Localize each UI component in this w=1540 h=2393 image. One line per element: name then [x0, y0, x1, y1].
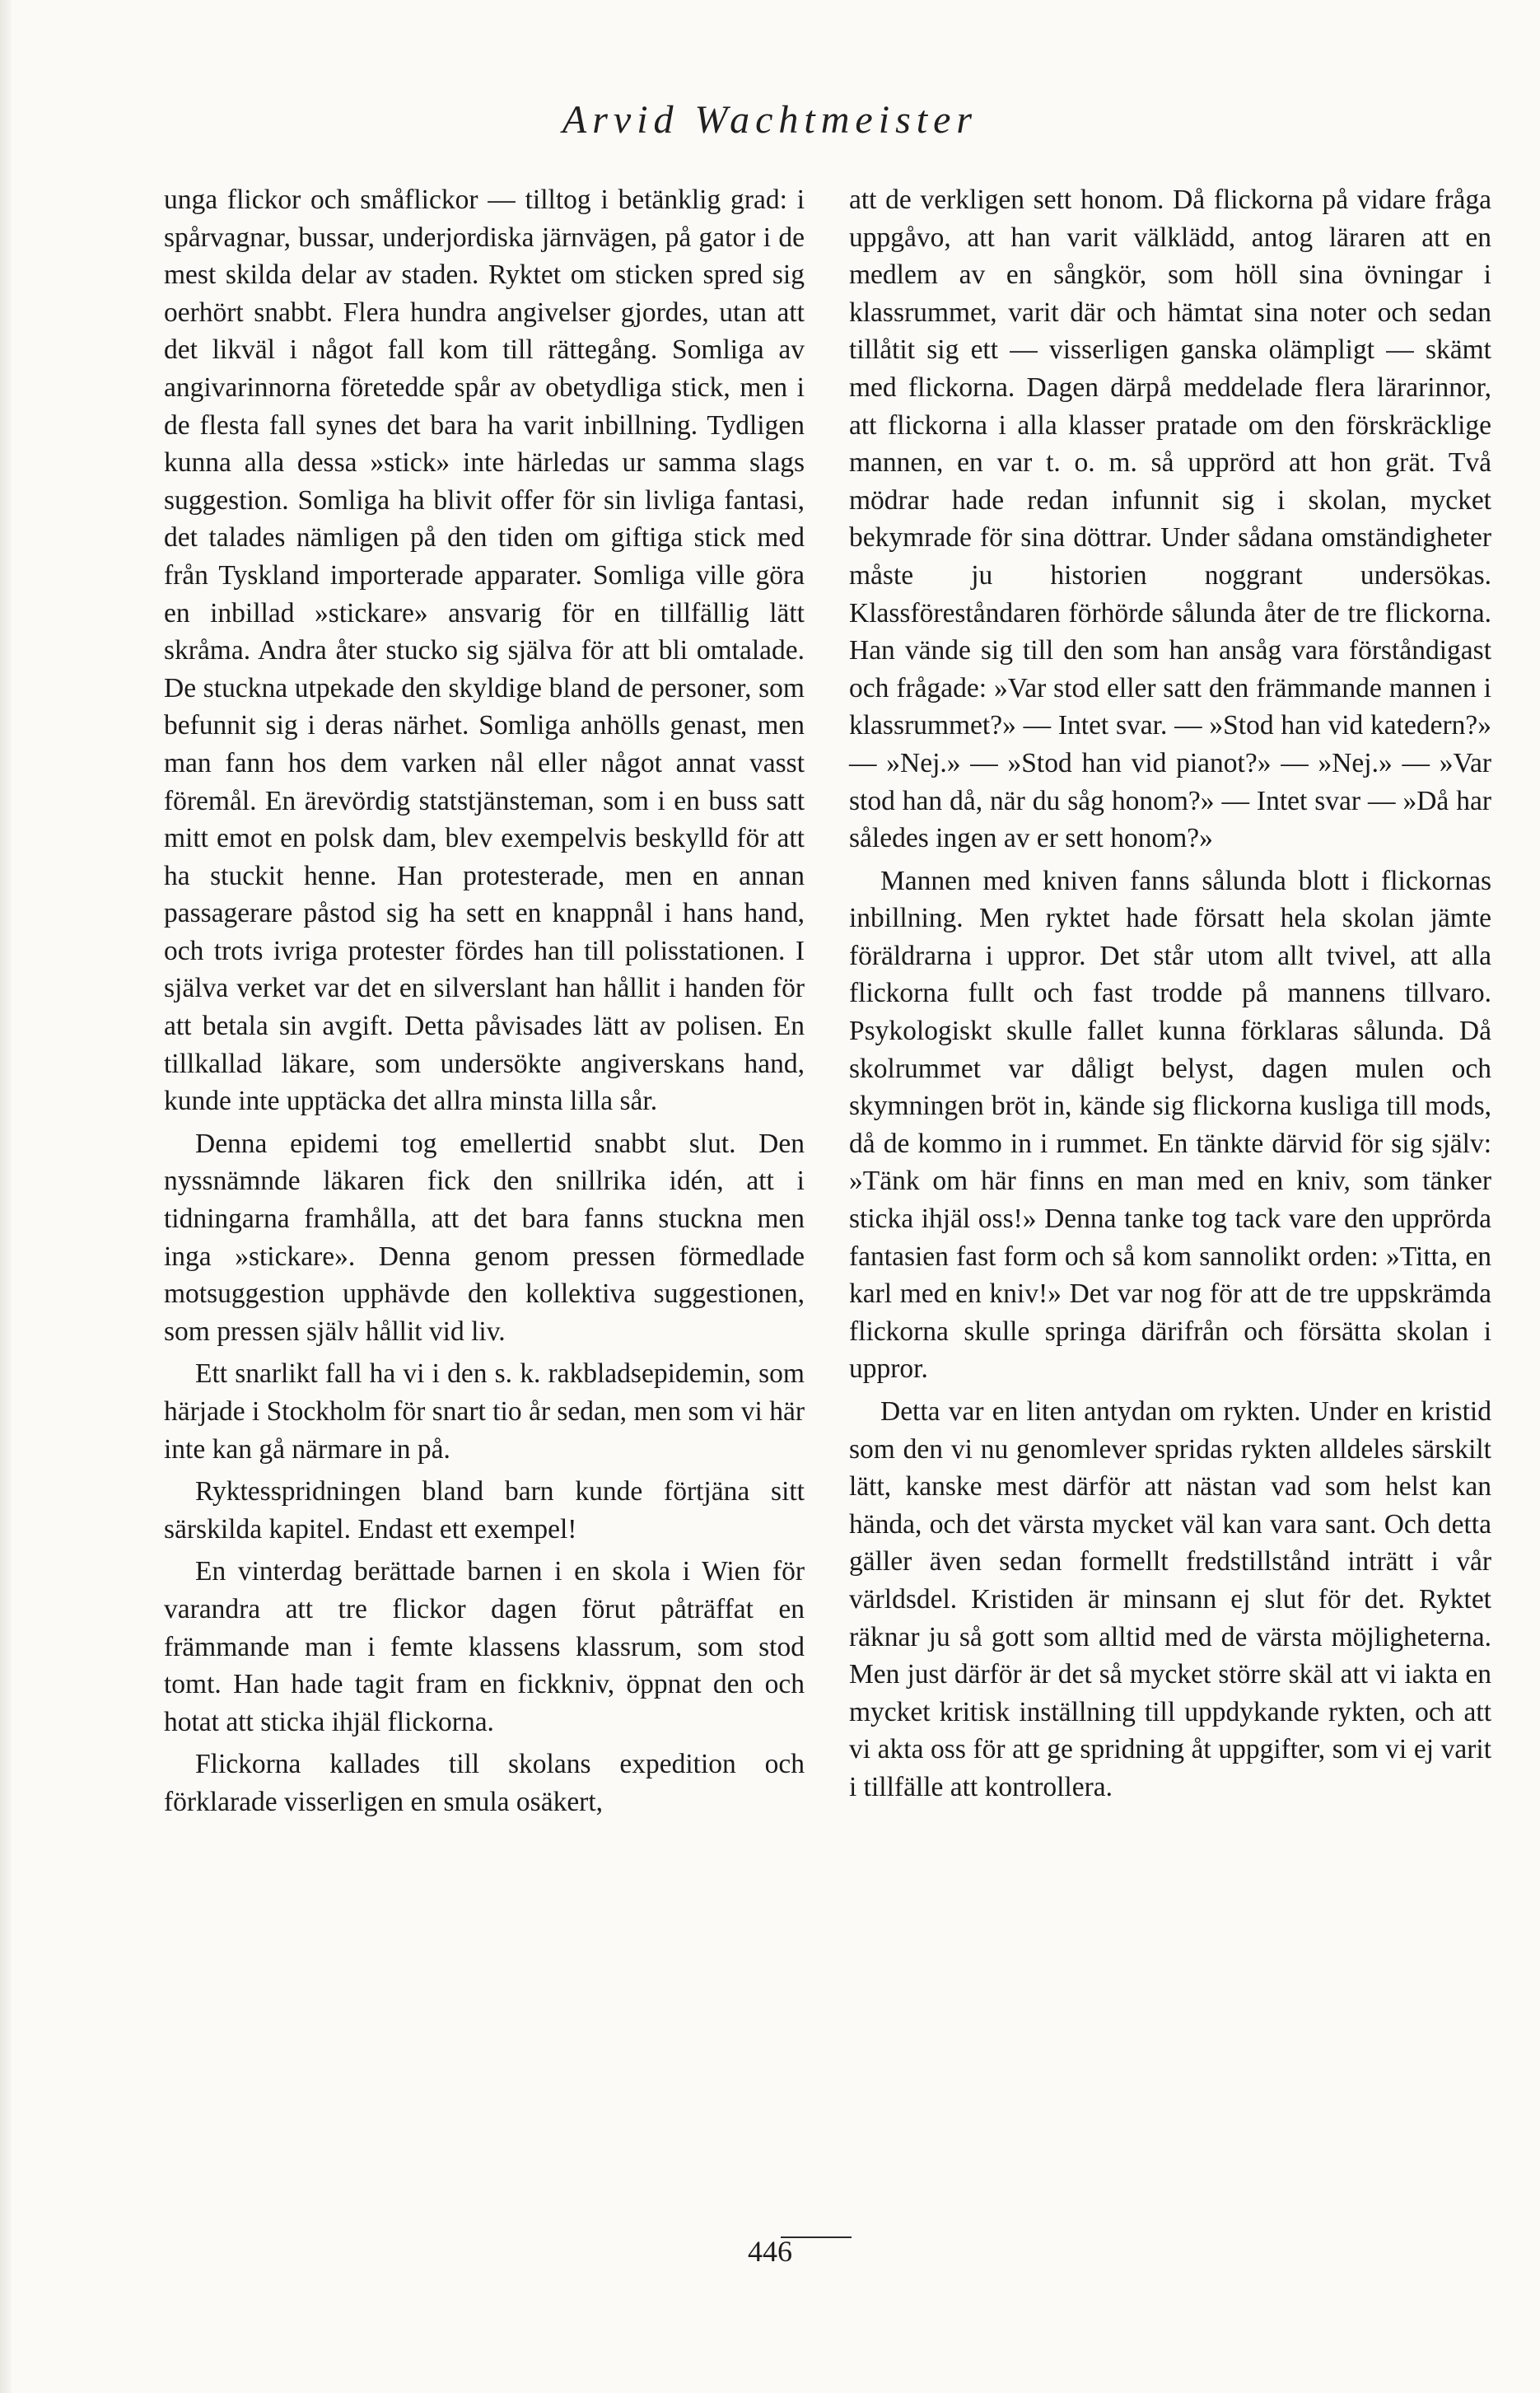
paragraph: Flickorna kallades till skolans expedition och förklarade visserligen en smula osäkert, — [164, 1749, 805, 1817]
right-column — [849, 181, 1491, 1806]
paragraph: Denna epidemi tog emellertid snabbt slut. Den nyssnämnde läkaren fick den snillrika idén, att i tidningarna framhålla, att det bara fanns stuckna men inga »stickare». Denna genom pressen förmedlade motsuggestion upphävde den kollektiva suggestionen, som pressen själv hållit vid liv. — [164, 1128, 805, 1347]
left-column — [164, 181, 805, 1821]
paragraph: En vinterdag berättade barnen i en skola i Wien för varandra att tre flickor dagen förut påträffat en främmande man i femte klassens klassrum, som stod tomt. Han hade tagit fram en fickkniv, öppnat den och hotat att sticka ihjäl flickorna. — [164, 1556, 805, 1737]
page-edge-shadow — [0, 0, 12, 2393]
paragraph: Detta var en liten antydan om rykten. Under en kristid som den vi nu genomlever spridas rykten alldeles särskilt lätt, kanske mest därför att nästan vad som helst kan hända, och det värsta mycket väl kan vara sant. Och detta gäller även sedan formellt fredstillstånd inträtt i vår världsdel. Kristiden är minsann ej slut för det. Ryktet räknar ju så gott som alltid med de värsta möjligheterna. Men just därför är det så mycket större skäl att vi iakta en mycket kritisk inställning till uppdykande rykten, och att vi akta oss för att ge spridning åt uppgifter, som vi ej varit i tillfälle att kontrollera. — [849, 1396, 1491, 1802]
running-title: Arvid Wachtmeister — [562, 98, 978, 142]
paragraph: Mannen med kniven fanns sålunda blott i flickornas inbillning. Men ryktet hade försatt hela skolan jämte föräldrarna i uppror. Det står utom allt tvivel, att alla flickorna fullt och fast trodde på mannens tillvaro. Psykologiskt skulle fallet kunna förklaras sålunda. Då skolrummet var dåligt belyst, dagen mulen och skymningen bröt in, kände sig flickorna kusliga till mods, då de kommo in i rummet. En tänkte därvid för sig själv: »Tänk om här finns en man med en kniv, som tänker sticka ihjäl oss!» Denna tanke tog tack vare den upprörda fantasien fast form och så kom sannolikt orden: »Titta, en karl med en kniv!» Det var nog för att de tre uppskrämda flickorna skulle springa därifrån och försätta skolan i uppror. — [849, 865, 1491, 1385]
paragraph: Ryktesspridningen bland barn kunde förtjäna sitt särskilda kapitel. Endast ett exempel! — [164, 1476, 805, 1545]
page-number: 446 — [748, 2235, 792, 2268]
paragraph: att de verkligen sett honom. Då flickorna på vidare fråga uppgåvo, att han varit välklädd, antog läraren att en medlem av en sångkör, som höll sina övningar i klassrummet, varit där och hämtat sina noter och sedan tillåtit sig ett — visserligen ganska olämpligt — skämt med flickorna. Dagen därpå meddelade flera lärarinnor, att flickorna i alla klasser pratade om den förskräcklige mannen, en var t. o. m. så upprörd att hon grät. Två mödrar hade redan infunnit sig i skolan, mycket bekymrade för sina döttrar. Under sådana omständigheter måste ju historien noggrant undersökas. Klassföreståndaren förhörde sålunda åter de tre flickorna. Han vände sig till den som han ansåg vara förståndigast och frågade: »Var stod eller satt den främmande mannen i klassrummet?» — Intet svar. — »Stod han vid katedern?» — »Nej.» — »Stod han vid pianot?» — »Nej.» — »Var stod han då, när du såg honom?» — Intet svar — »Då har således ingen av er sett honom?» — [849, 185, 1491, 854]
paragraph: unga flickor och småflickor — tilltog i betänklig grad: i spårvagnar, bussar, underjordiska järnvägen, på gator i de mest skilda delar av staden. Ryktet om sticken spred sig oerhört snabbt. Flera hundra angivelser gjordes, utan att det likväl i något fall kom till rättegång. Somliga av angivarinnorna företedde spår av obetydliga stick, men i de flesta fall synes det bara ha varit inbillning. Tydligen kunna alla dessa »stick» inte härledas ur samma slags suggestion. Somliga ha blivit offer för sin livliga fantasi, det talades nämligen på den tiden om giftiga stick med från Tyskland importerade apparater. Somliga ville göra en inbillad »stickare» ansvarig för en tillfällig lätt skråma. Andra åter stucko sig själva för att bli omtalade. De stuckna utpekade den skyldige bland de personer, som befunnit sig i deras närhet. Somliga anhölls genast, men man fann hos dem varken nål eller något annat vasst föremål. En ärevördig statstjänsteman, som i en buss satt mitt emot en polsk dam, blev exempelvis beskylld för att ha stuckit henne. Han protesterade, men en annan passagerare påstod sig ha sett en knappnål i hans hand, och trots ivriga protester fördes han till polisstationen. I själva verket var det en silverslant han hållit i handen för att betala sin avgift. Detta påvisades lätt av polisen. En tillkallad läkare, som undersökte angiverskans hand, kunde inte upptäcka det allra minsta lilla sår. — [164, 185, 805, 1117]
paragraph: Ett snarlikt fall ha vi i den s. k. rakbladsepidemin, som härjade i Stockholm för snart tio år sedan, men som vi här inte kan gå närmare in på. — [164, 1358, 805, 1465]
